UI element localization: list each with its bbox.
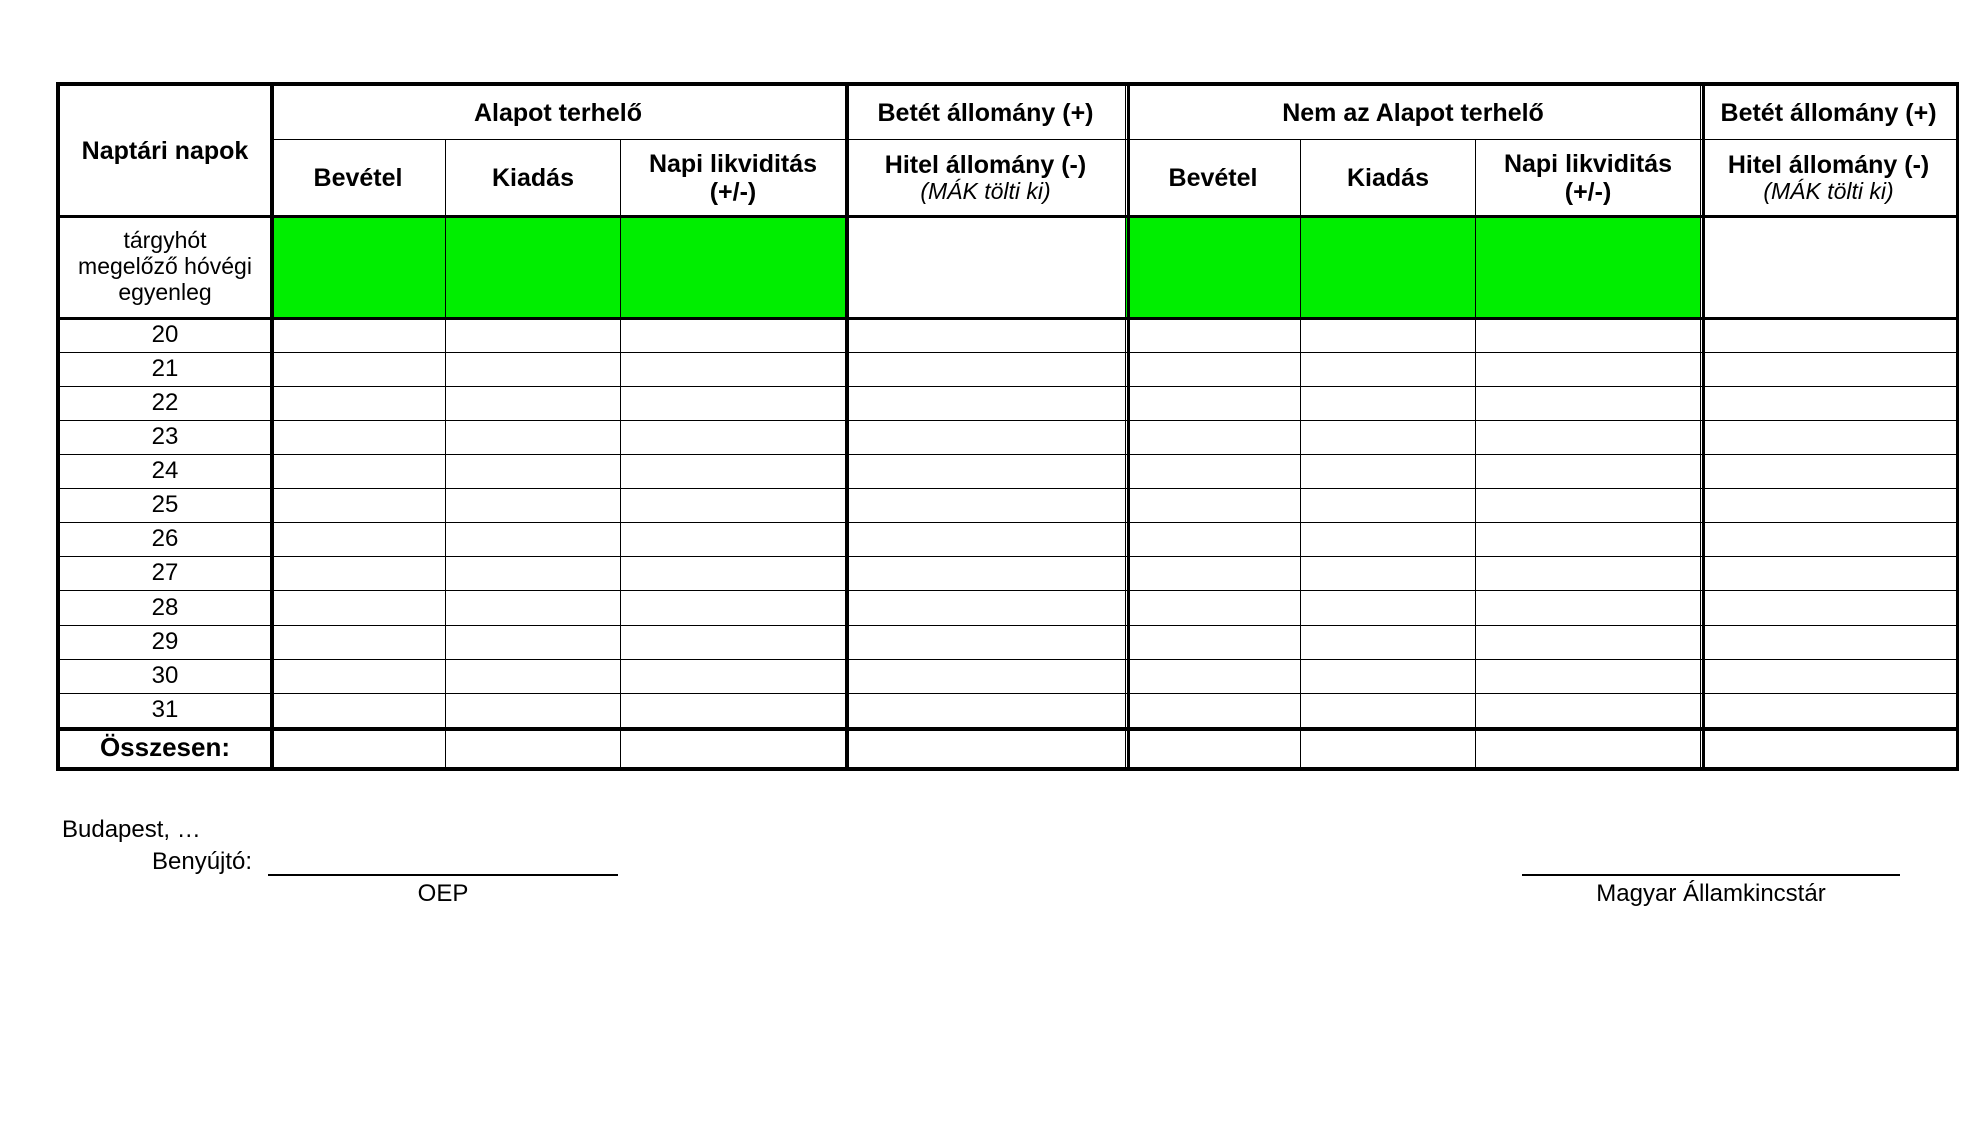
- day-label: 28: [60, 591, 271, 625]
- submitter-label: Benyújtó:: [152, 848, 253, 875]
- day-value-cell[interactable]: [846, 386, 1126, 420]
- report-grid: [59, 85, 1957, 768]
- day-value-cell[interactable]: [446, 352, 621, 386]
- day-value-cell[interactable]: [621, 489, 846, 523]
- day-value-cell[interactable]: [1476, 489, 1701, 523]
- opening-label-line-2: megelőző hóvégi: [78, 253, 252, 280]
- group1-income-header: [271, 140, 446, 216]
- group1-liquidity-header: [621, 140, 846, 216]
- group2-liquidity-label-1: Napi likviditás: [1503, 149, 1673, 178]
- dates-header-label: Naptári napok: [81, 136, 249, 165]
- day-label: 22: [60, 386, 271, 420]
- day-label: 29: [60, 625, 271, 659]
- day-value-cell[interactable]: [1701, 352, 1957, 386]
- day-value-cell[interactable]: [1476, 420, 1701, 454]
- balance2-header-bottom: [1701, 140, 1957, 216]
- day-value-cell[interactable]: [1701, 386, 1957, 420]
- day-label: 26: [60, 523, 271, 557]
- group2-header-label: Nem az Alapot terhelő: [1282, 98, 1544, 127]
- group2-expense-label: Kiadás: [1347, 163, 1429, 192]
- submitter-org: OEP: [417, 880, 469, 907]
- day-row: [60, 591, 1957, 625]
- day-label: 20: [60, 318, 271, 352]
- day-value-cell[interactable]: [1126, 659, 1301, 693]
- opening-label-line-1: tárgyhót: [123, 227, 207, 254]
- day-value-cell[interactable]: [621, 591, 846, 625]
- balance1-header-bottom: [846, 140, 1126, 216]
- group2-liquidity-label-2: (+/-): [1564, 177, 1612, 206]
- day-value-cell[interactable]: [1126, 352, 1301, 386]
- day-value-cell[interactable]: [446, 557, 621, 591]
- group2-income-header: [1126, 140, 1301, 216]
- day-value-cell[interactable]: [846, 318, 1126, 352]
- day-value-cell[interactable]: [621, 386, 846, 420]
- day-value-cell[interactable]: [846, 625, 1126, 659]
- place-date: Budapest, …: [62, 816, 201, 843]
- day-value-cell[interactable]: [1301, 455, 1476, 489]
- day-value-cell[interactable]: [621, 659, 846, 693]
- day-value-cell[interactable]: [1476, 523, 1701, 557]
- header-row-1: [60, 86, 1957, 140]
- day-row: [60, 318, 1957, 352]
- total-cell[interactable]: [271, 727, 446, 767]
- day-value-cell[interactable]: [1476, 318, 1701, 352]
- day-value-cell[interactable]: [1476, 386, 1701, 420]
- liquidity-report-table: [56, 82, 1959, 771]
- day-value-cell[interactable]: [1301, 523, 1476, 557]
- day-row: [60, 693, 1957, 727]
- day-value-cell[interactable]: [621, 693, 846, 727]
- day-value-cell[interactable]: [446, 386, 621, 420]
- day-row: [60, 420, 1957, 454]
- group1-liquidity-label-1: Napi likviditás: [648, 149, 818, 178]
- day-value-cell[interactable]: [1701, 523, 1957, 557]
- day-value-cell[interactable]: [1126, 455, 1301, 489]
- day-value-cell[interactable]: [846, 693, 1126, 727]
- day-value-cell[interactable]: [621, 455, 846, 489]
- day-value-cell[interactable]: [1476, 659, 1701, 693]
- submitter-signature-line[interactable]: [268, 874, 618, 876]
- opening-balance2-cell[interactable]: [1701, 216, 1957, 318]
- day-value-cell[interactable]: [271, 420, 446, 454]
- day-value-cell[interactable]: [1301, 318, 1476, 352]
- group1-header: [271, 86, 846, 140]
- day-value-cell[interactable]: [1301, 659, 1476, 693]
- day-value-cell[interactable]: [446, 489, 621, 523]
- day-value-cell[interactable]: [621, 352, 846, 386]
- day-label: 27: [60, 557, 271, 591]
- day-value-cell[interactable]: [1701, 420, 1957, 454]
- day-value-cell[interactable]: [446, 591, 621, 625]
- day-value-cell[interactable]: [1701, 557, 1957, 591]
- group2-income-label: Bevétel: [1168, 163, 1258, 192]
- group2-expense-header: [1301, 140, 1476, 216]
- day-row: [60, 455, 1957, 489]
- day-value-cell[interactable]: [446, 523, 621, 557]
- total-cell[interactable]: [1476, 727, 1701, 767]
- opening-group2-liquidity-cell[interactable]: [1476, 216, 1701, 318]
- day-value-cell[interactable]: [271, 693, 446, 727]
- opening-balance-row: [60, 216, 1957, 318]
- day-row: [60, 625, 1957, 659]
- day-value-cell[interactable]: [1476, 591, 1701, 625]
- total-cell[interactable]: [621, 727, 846, 767]
- day-row: [60, 386, 1957, 420]
- day-value-cell[interactable]: [1701, 591, 1957, 625]
- day-value-cell[interactable]: [1126, 489, 1301, 523]
- group1-expense-header: [446, 140, 621, 216]
- day-value-cell[interactable]: [1701, 489, 1957, 523]
- day-value-cell[interactable]: [1476, 557, 1701, 591]
- day-value-cell[interactable]: [1301, 420, 1476, 454]
- day-value-cell[interactable]: [846, 557, 1126, 591]
- treasury-org: Magyar Államkincstár: [1596, 880, 1826, 907]
- day-value-cell[interactable]: [271, 318, 446, 352]
- day-value-cell[interactable]: [271, 625, 446, 659]
- opening-balance-label: [60, 216, 271, 318]
- day-value-cell[interactable]: [1126, 693, 1301, 727]
- total-cell[interactable]: [1126, 727, 1301, 767]
- group2-liquidity-header: [1476, 140, 1701, 216]
- day-value-cell[interactable]: [446, 455, 621, 489]
- opening-group1-expense-cell[interactable]: [446, 216, 621, 318]
- day-value-cell[interactable]: [621, 318, 846, 352]
- group1-income-label: Bevétel: [313, 163, 403, 192]
- total-label-text: Összesen:: [99, 731, 231, 762]
- day-value-cell[interactable]: [1301, 693, 1476, 727]
- day-value-cell[interactable]: [846, 591, 1126, 625]
- balance1-header-top: [846, 86, 1126, 140]
- day-value-cell[interactable]: [1301, 352, 1476, 386]
- day-value-cell[interactable]: [1701, 693, 1957, 727]
- total-row: [60, 727, 1957, 767]
- day-value-cell[interactable]: [1301, 386, 1476, 420]
- day-value-cell[interactable]: [1301, 591, 1476, 625]
- day-value-cell[interactable]: [446, 693, 621, 727]
- balance1-note: (MÁK tölti ki): [920, 177, 1051, 204]
- total-cell[interactable]: [446, 727, 621, 767]
- day-row: [60, 352, 1957, 386]
- day-value-cell[interactable]: [271, 489, 446, 523]
- day-value-cell[interactable]: [1301, 625, 1476, 659]
- day-value-cell[interactable]: [1476, 455, 1701, 489]
- day-value-cell[interactable]: [446, 625, 621, 659]
- total-cell[interactable]: [1701, 727, 1957, 767]
- day-value-cell[interactable]: [846, 659, 1126, 693]
- group2-header: [1126, 86, 1701, 140]
- group1-header-label: Alapot terhelő: [473, 98, 643, 127]
- day-value-cell[interactable]: [846, 420, 1126, 454]
- total-cell[interactable]: [846, 727, 1126, 767]
- balance2-header-bottom-label: Hitel állomány (-): [1727, 150, 1930, 179]
- day-value-cell[interactable]: [621, 523, 846, 557]
- day-value-cell[interactable]: [621, 625, 846, 659]
- day-value-cell[interactable]: [1126, 386, 1301, 420]
- day-row: [60, 659, 1957, 693]
- day-value-cell[interactable]: [1126, 523, 1301, 557]
- day-value-cell[interactable]: [1126, 318, 1301, 352]
- day-label: 25: [60, 489, 271, 523]
- day-label: 30: [60, 659, 271, 693]
- group1-liquidity-label-2: (+/-): [709, 177, 757, 206]
- total-label: [60, 727, 271, 767]
- day-value-cell[interactable]: [446, 420, 621, 454]
- day-value-cell[interactable]: [271, 659, 446, 693]
- day-value-cell[interactable]: [846, 523, 1126, 557]
- day-value-cell[interactable]: [1701, 625, 1957, 659]
- day-value-cell[interactable]: [1476, 625, 1701, 659]
- day-row: [60, 557, 1957, 591]
- day-value-cell[interactable]: [1126, 591, 1301, 625]
- day-label: 21: [60, 352, 271, 386]
- opening-group2-income-cell[interactable]: [1126, 216, 1301, 318]
- treasury-signature-line[interactable]: [1522, 874, 1900, 876]
- group1-expense-label: Kiadás: [492, 163, 574, 192]
- day-value-cell[interactable]: [1126, 420, 1301, 454]
- day-value-cell[interactable]: [446, 318, 621, 352]
- day-label: 23: [60, 420, 271, 454]
- opening-balance1-cell[interactable]: [846, 216, 1126, 318]
- day-label: 24: [60, 455, 271, 489]
- balance2-header-top: [1701, 86, 1957, 140]
- day-value-cell[interactable]: [1701, 659, 1957, 693]
- day-value-cell[interactable]: [1126, 557, 1301, 591]
- day-value-cell[interactable]: [846, 489, 1126, 523]
- day-value-cell[interactable]: [446, 659, 621, 693]
- balance1-header-top-label: Betét állomány (+): [877, 98, 1094, 127]
- balance2-note: (MÁK tölti ki): [1763, 177, 1894, 204]
- header-row-2: [60, 140, 1957, 216]
- opening-group1-income-cell[interactable]: [271, 216, 446, 318]
- day-value-cell[interactable]: [1476, 352, 1701, 386]
- day-value-cell[interactable]: [271, 591, 446, 625]
- day-value-cell[interactable]: [271, 455, 446, 489]
- day-row: [60, 489, 1957, 523]
- opening-group1-liquidity-cell[interactable]: [621, 216, 846, 318]
- dates-header: [60, 86, 271, 216]
- day-value-cell[interactable]: [1701, 318, 1957, 352]
- day-value-cell[interactable]: [621, 420, 846, 454]
- day-value-cell[interactable]: [1126, 625, 1301, 659]
- opening-label-line-3: egyenleg: [118, 278, 212, 305]
- day-value-cell[interactable]: [1301, 557, 1476, 591]
- balance1-header-bottom-label: Hitel állomány (-): [884, 150, 1087, 179]
- balance2-header-top-label: Betét állomány (+): [1720, 98, 1937, 127]
- day-value-cell[interactable]: [846, 352, 1126, 386]
- day-value-cell[interactable]: [846, 455, 1126, 489]
- day-value-cell[interactable]: [271, 523, 446, 557]
- day-value-cell[interactable]: [271, 557, 446, 591]
- day-value-cell[interactable]: [271, 352, 446, 386]
- opening-group2-expense-cell[interactable]: [1301, 216, 1476, 318]
- day-row: [60, 523, 1957, 557]
- day-value-cell[interactable]: [1701, 455, 1957, 489]
- day-value-cell[interactable]: [1476, 693, 1701, 727]
- day-label: 31: [60, 693, 271, 727]
- day-value-cell[interactable]: [271, 386, 446, 420]
- day-value-cell[interactable]: [1301, 489, 1476, 523]
- total-cell[interactable]: [1301, 727, 1476, 767]
- day-value-cell[interactable]: [621, 557, 846, 591]
